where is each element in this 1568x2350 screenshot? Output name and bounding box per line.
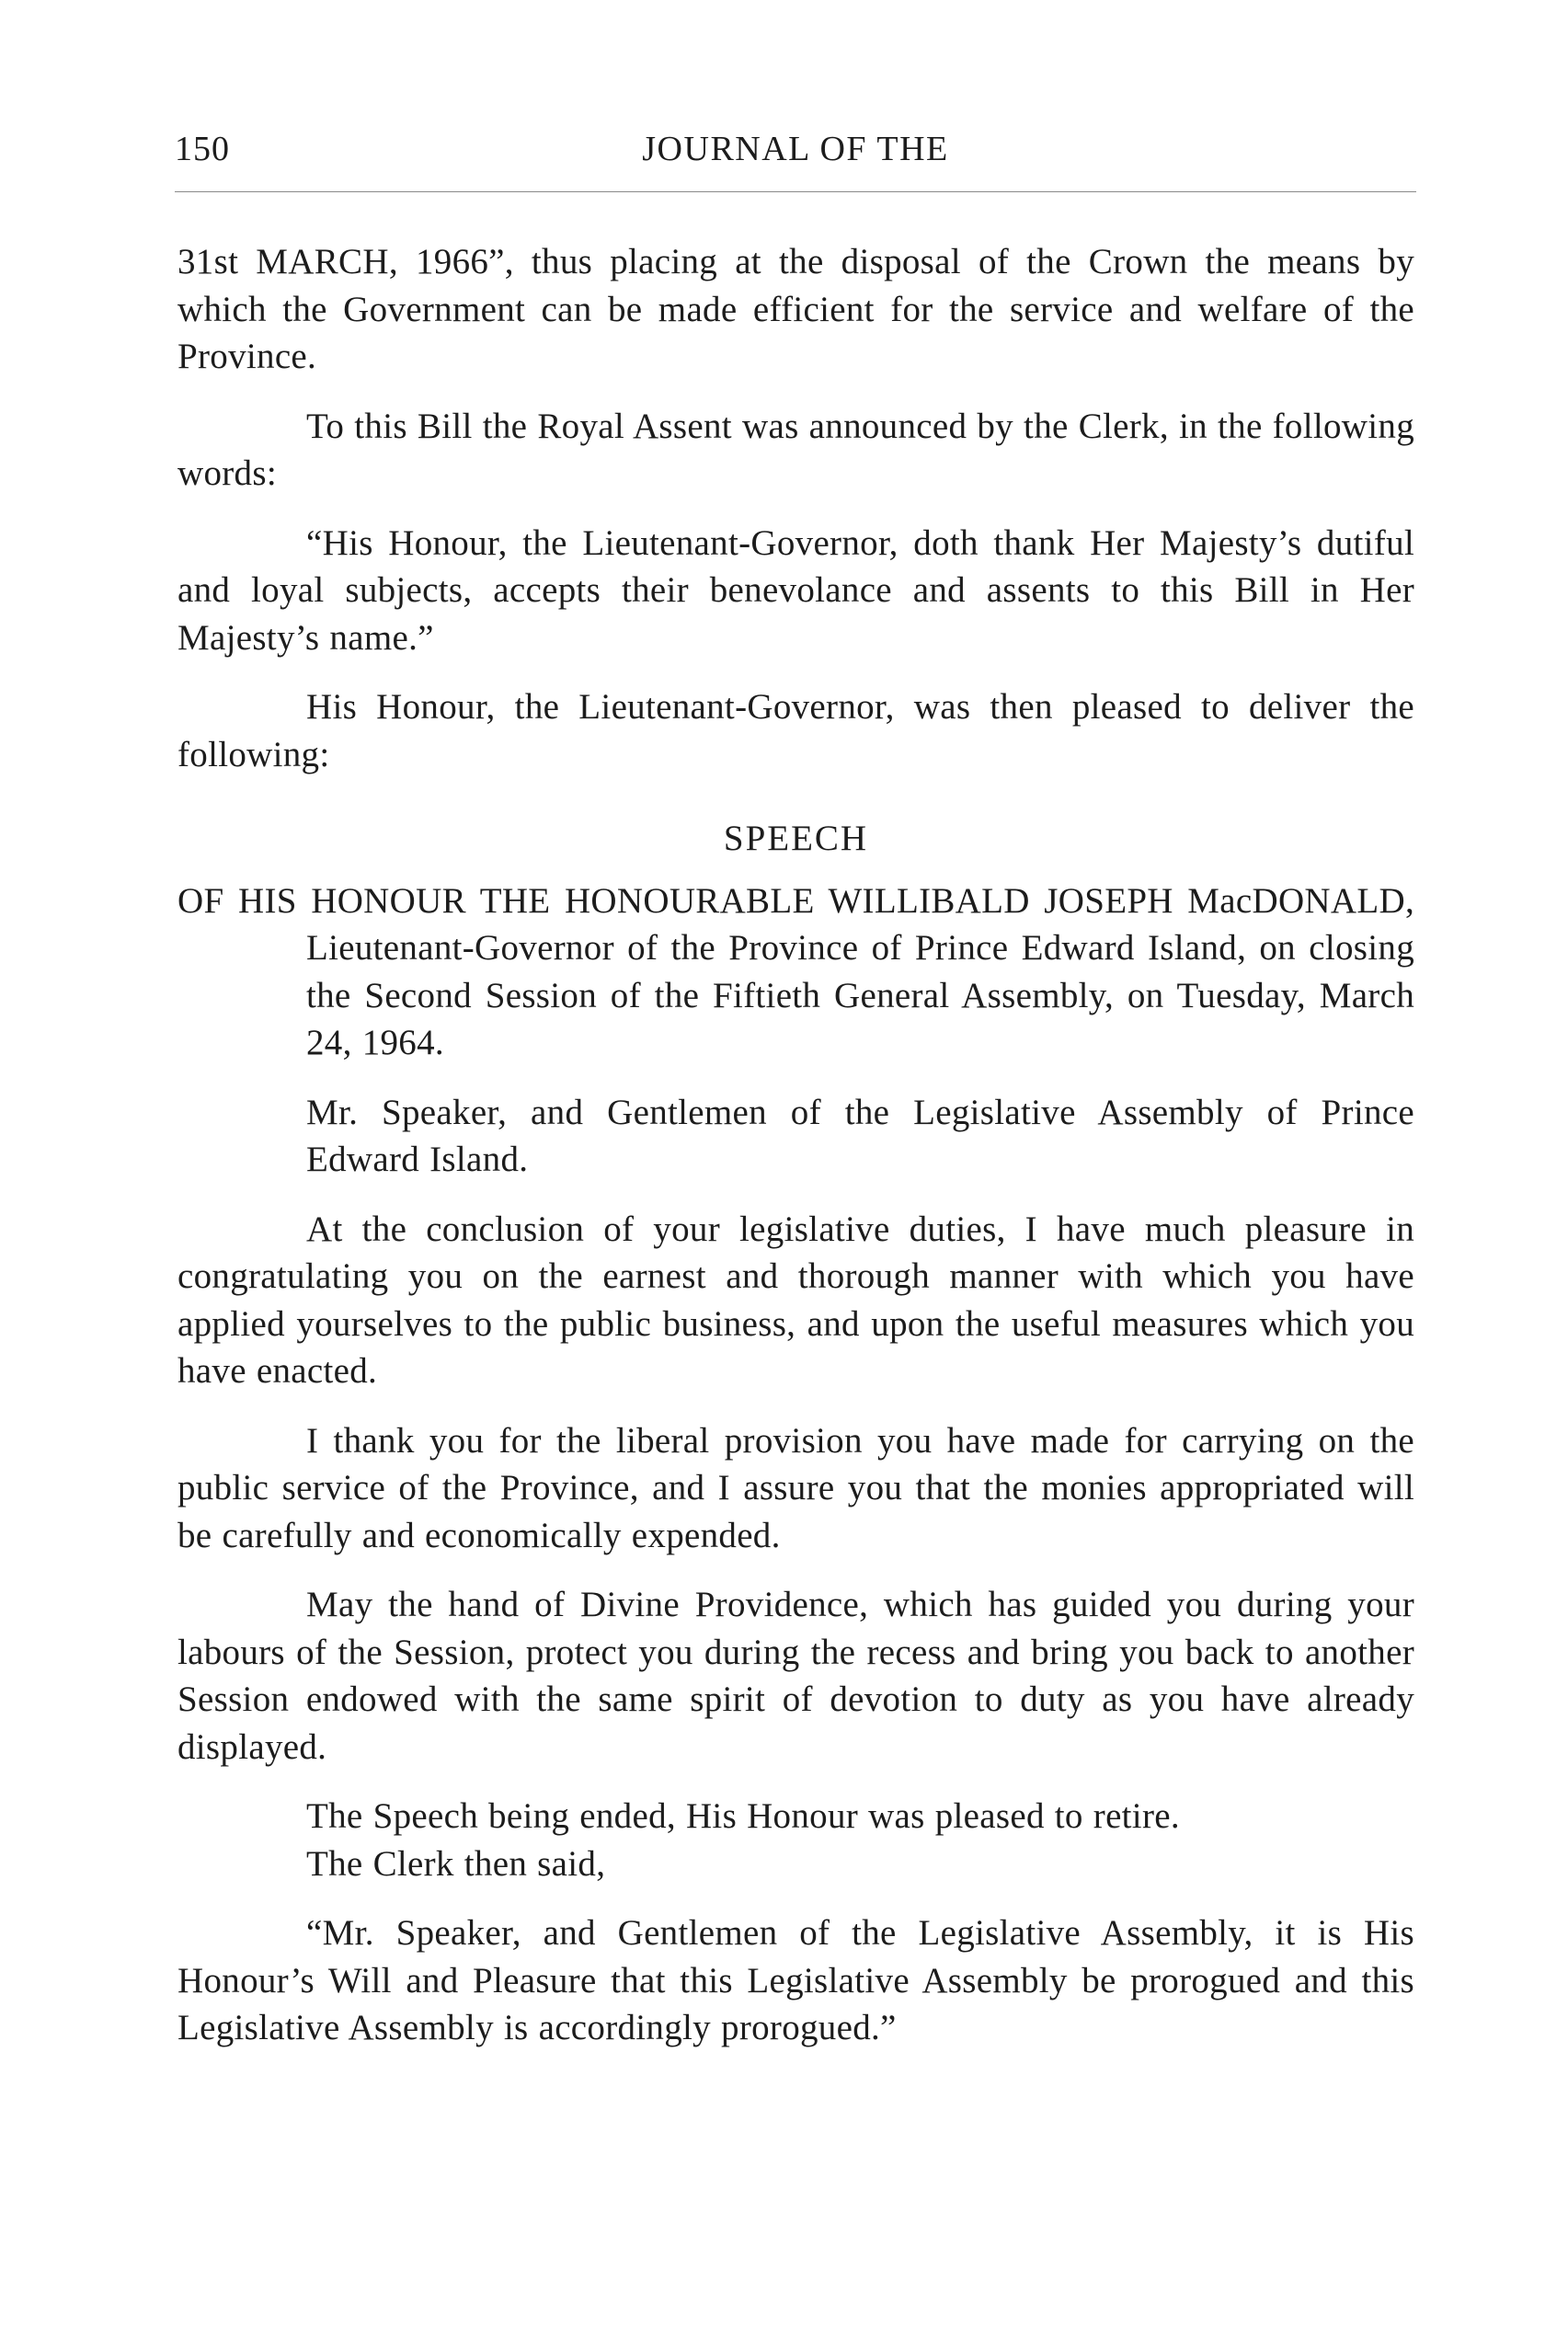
paragraph-supply-bill-conclusion: 31st MARCH, 1966”, thus placing at the disposal of the Crown the means by which the Government can be made efficient for the service and welfare of the Province. — [177, 242, 1414, 376]
running-header — [175, 129, 1416, 184]
speech-paragraph-provision: I thank you for the liberal provision you have made for carrying on the public service of the Province, and I assure you that the monies appropriated will be carefully and economically expended. — [177, 1420, 1414, 1555]
paragraph-royal-assent-intro: To this Bill the Royal Assent was announced by the Clerk, in the following words: — [177, 406, 1414, 493]
speech-paragraph-conclusion: At the conclusion of your legislative duties, I have much pleasure in congratulating you on the earnest and thorough manner with which you have applied yourselves to the public business, and upon the useful measures which you have enacted. — [177, 1209, 1414, 1391]
page-number: 150 — [175, 130, 230, 168]
header-rule — [175, 191, 1416, 192]
speech-heading: SPEECH — [723, 819, 869, 858]
speech-ended-line: The Speech being ended, His Honour was pleased to retire. — [306, 1796, 1180, 1836]
speech-salutation: Mr. Speaker, and Gentlemen of the Legislative Assembly of Prince Edward Island. — [306, 1092, 1414, 1179]
speech-ended-block — [177, 1793, 1414, 1887]
body-text — [177, 238, 1414, 2052]
speech-paragraph-providence: May the hand of Divine Providence, which has guided you during your labours of the Session, protect you during the recess and bring you back to another Session endowed with the same spirit of devotion to duty as you have already displayed. — [177, 1585, 1414, 1767]
paragraph-royal-assent-words: “His Honour, the Lieutenant-Governor, doth thank Her Majesty’s dutiful and loyal subjects, accepts their benevolance and assents to this Bill in Her Majesty’s name.” — [177, 522, 1414, 658]
speech-title-block: OF HIS HONOUR THE HONOURABLE WILLIBALD JOSEPH MacDONALD, Lieutenant-Governor of the Province of Prince Edward Island, on closing the Second Session of the Fiftieth General Assembly, on Tuesday, March 24, 1964. — [177, 880, 1414, 1062]
prorogation-paragraph: “Mr. Speaker, and Gentlemen of the Legislative Assembly, it is His Honour’s Will and Pleasure that this Legislative Assembly be prorogued and this Legislative Assembly is accordingly prorogued.” — [177, 1913, 1414, 2047]
clerk-said-line: The Clerk then said, — [306, 1843, 606, 1884]
journal-title: JOURNAL OF THE — [642, 130, 949, 168]
paragraph-speech-intro: His Honour, the Lieutenant-Governor, was then pleased to deliver the following: — [177, 687, 1414, 774]
